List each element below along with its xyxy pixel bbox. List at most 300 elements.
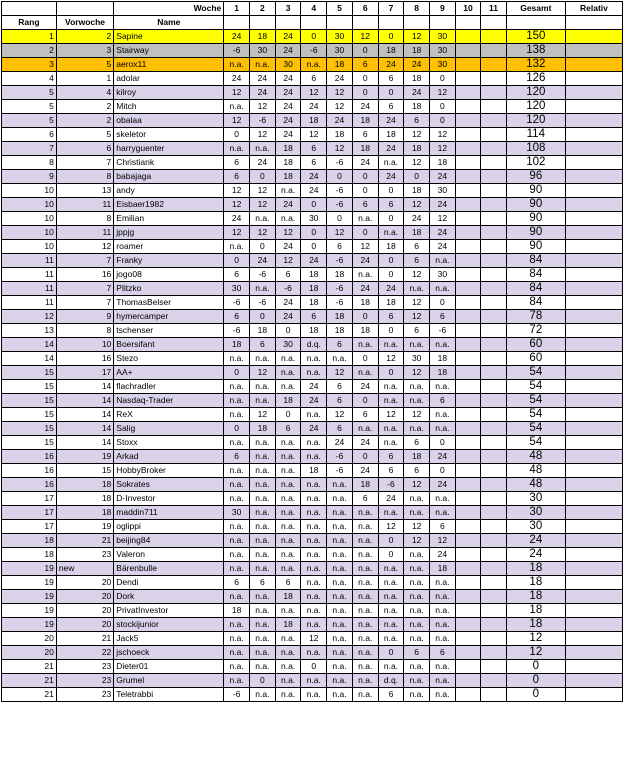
week-score-cell: n.a. — [378, 618, 404, 632]
week-score-cell: n.a. — [275, 604, 301, 618]
week-score-cell: 18 — [275, 170, 301, 184]
week-score-cell: n.a. — [378, 590, 404, 604]
total-cell: 54 — [506, 436, 565, 450]
week-score-cell-empty — [455, 44, 481, 58]
week-score-cell: n.a. — [250, 604, 276, 618]
table-row — [2, 156, 623, 170]
week-score-cell: 12 — [224, 114, 250, 128]
week-score-cell: n.a. — [250, 632, 276, 646]
week-score-cell: n.a. — [250, 618, 276, 632]
week-score-cell: 0 — [250, 170, 276, 184]
prev-rank-cell: 14 — [56, 422, 113, 436]
table-row — [2, 184, 623, 198]
week-score-cell: 24 — [378, 114, 404, 128]
week-score-cell: n.a. — [301, 478, 327, 492]
header-cell-empty — [481, 16, 507, 30]
total-cell: 18 — [506, 562, 565, 576]
total-cell: 24 — [506, 534, 565, 548]
week-score-cell: 6 — [224, 268, 250, 282]
week-score-cell: n.a. — [275, 464, 301, 478]
week-score-cell-empty — [455, 422, 481, 436]
week-score-cell: 0 — [378, 324, 404, 338]
week-score-cell: 12 — [352, 240, 378, 254]
week-score-cell: 30 — [224, 282, 250, 296]
week-score-cell: -6 — [224, 688, 250, 702]
week-score-cell: n.a. — [224, 590, 250, 604]
prev-rank-cell: 23 — [56, 674, 113, 688]
total-cell: 84 — [506, 254, 565, 268]
prev-rank-cell: 20 — [56, 590, 113, 604]
week-score-cell: 24 — [250, 254, 276, 268]
week-score-cell-empty — [455, 198, 481, 212]
week-score-cell: n.a. — [301, 352, 327, 366]
week-score-cell: 18 — [404, 184, 430, 198]
name-cell: roamer — [114, 240, 224, 254]
week-score-cell: n.a. — [275, 380, 301, 394]
week-score-cell-empty — [481, 30, 507, 44]
week-score-cell: 24 — [430, 170, 456, 184]
header-woche: Woche — [114, 2, 224, 16]
week-score-cell: 18 — [327, 268, 353, 282]
week-score-cell-empty — [481, 380, 507, 394]
week-score-cell: 24 — [275, 114, 301, 128]
week-score-cell: 12 — [404, 408, 430, 422]
header-relativ: Relativ — [565, 2, 622, 16]
table-row — [2, 562, 623, 576]
week-score-cell: n.a. — [352, 646, 378, 660]
table-row — [2, 100, 623, 114]
week-score-cell: n.a. — [378, 380, 404, 394]
week-score-cell: n.a. — [224, 660, 250, 674]
week-score-cell: n.a. — [275, 506, 301, 520]
rank-cell: 4 — [2, 72, 57, 86]
ranking-table — [1, 1, 623, 702]
week-score-cell: n.a. — [430, 632, 456, 646]
week-score-cell-empty — [455, 128, 481, 142]
week-score-cell: 30 — [430, 268, 456, 282]
week-score-cell: 6 — [352, 492, 378, 506]
week-score-cell: 18 — [275, 394, 301, 408]
week-score-cell: 18 — [301, 296, 327, 310]
total-cell: 48 — [506, 464, 565, 478]
total-cell: 138 — [506, 44, 565, 58]
week-score-cell: n.a. — [352, 590, 378, 604]
prev-rank-cell: 19 — [56, 520, 113, 534]
week-score-cell: n.a. — [430, 660, 456, 674]
week-score-cell-empty — [481, 156, 507, 170]
total-cell: 84 — [506, 296, 565, 310]
week-score-cell: 18 — [430, 352, 456, 366]
week-score-cell: n.a. — [378, 604, 404, 618]
week-score-cell: n.a. — [301, 604, 327, 618]
week-score-cell: 18 — [404, 72, 430, 86]
week-score-cell: n.a. — [301, 562, 327, 576]
week-score-cell: 24 — [352, 254, 378, 268]
week-score-cell: 0 — [430, 436, 456, 450]
week-score-cell: n.a. — [224, 674, 250, 688]
week-score-cell: n.a. — [352, 422, 378, 436]
week-score-cell: 6 — [378, 688, 404, 702]
prev-rank-cell: 14 — [56, 380, 113, 394]
header-week-3: 3 — [275, 2, 301, 16]
total-cell: 30 — [506, 506, 565, 520]
week-score-cell: 24 — [275, 86, 301, 100]
week-score-cell: n.a. — [352, 338, 378, 352]
rank-cell: 12 — [2, 310, 57, 324]
week-score-cell: 18 — [250, 30, 276, 44]
week-score-cell: n.a. — [404, 282, 430, 296]
table-row — [2, 394, 623, 408]
total-cell: 0 — [506, 660, 565, 674]
week-score-cell: n.a. — [275, 212, 301, 226]
week-score-cell-empty — [455, 184, 481, 198]
week-score-cell: 6 — [404, 240, 430, 254]
week-score-cell-empty — [455, 590, 481, 604]
rank-cell: 19 — [2, 604, 57, 618]
week-score-cell-empty — [455, 114, 481, 128]
week-score-cell: n.a. — [430, 282, 456, 296]
relative-cell — [565, 296, 622, 310]
week-score-cell-empty — [481, 142, 507, 156]
relative-cell — [565, 128, 622, 142]
week-score-cell: 12 — [430, 212, 456, 226]
week-score-cell-empty — [481, 254, 507, 268]
table-row — [2, 520, 623, 534]
name-cell: Valeron — [114, 548, 224, 562]
table-row — [2, 576, 623, 590]
prev-rank-cell: 12 — [56, 240, 113, 254]
week-score-cell: 6 — [301, 72, 327, 86]
name-cell: Jack5 — [114, 632, 224, 646]
week-score-cell: 12 — [327, 86, 353, 100]
week-score-cell: n.a. — [378, 576, 404, 590]
rank-cell: 15 — [2, 436, 57, 450]
week-score-cell: 0 — [224, 422, 250, 436]
week-score-cell: n.a. — [224, 464, 250, 478]
week-score-cell: n.a. — [301, 548, 327, 562]
week-score-cell: n.a. — [378, 506, 404, 520]
rank-cell: 14 — [2, 338, 57, 352]
table-row — [2, 72, 623, 86]
week-score-cell: d.q. — [301, 338, 327, 352]
table-row — [2, 44, 623, 58]
week-score-cell: n.a. — [352, 268, 378, 282]
week-score-cell: n.a. — [275, 352, 301, 366]
week-score-cell-empty — [481, 324, 507, 338]
week-score-cell: -6 — [250, 296, 276, 310]
name-cell: obalaa — [114, 114, 224, 128]
prev-rank-cell: 1 — [56, 72, 113, 86]
week-score-cell: n.a. — [275, 660, 301, 674]
week-score-cell: 0 — [275, 324, 301, 338]
week-score-cell: n.a. — [224, 562, 250, 576]
week-score-cell: 12 — [404, 296, 430, 310]
week-score-cell: 18 — [378, 296, 404, 310]
week-score-cell-empty — [481, 184, 507, 198]
week-score-cell: n.a. — [250, 520, 276, 534]
week-score-cell: 12 — [224, 86, 250, 100]
week-score-cell-empty — [481, 114, 507, 128]
week-score-cell-empty — [481, 436, 507, 450]
week-score-cell: n.a. — [378, 660, 404, 674]
rank-cell: 21 — [2, 688, 57, 702]
relative-cell — [565, 450, 622, 464]
rank-cell: 15 — [2, 408, 57, 422]
prev-rank-cell: 2 — [56, 30, 113, 44]
week-score-cell: 12 — [404, 128, 430, 142]
week-score-cell-empty — [481, 338, 507, 352]
week-score-cell: 6 — [250, 338, 276, 352]
header-cell-empty — [250, 16, 276, 30]
week-score-cell: n.a. — [250, 534, 276, 548]
week-score-cell: n.a. — [250, 660, 276, 674]
rank-cell: 17 — [2, 492, 57, 506]
week-score-cell-empty — [481, 240, 507, 254]
week-score-cell: n.a. — [224, 380, 250, 394]
week-score-cell: -6 — [327, 282, 353, 296]
relative-cell — [565, 618, 622, 632]
week-score-cell-empty — [481, 422, 507, 436]
week-score-cell: n.a. — [404, 688, 430, 702]
total-cell: 24 — [506, 548, 565, 562]
header-week-7: 7 — [378, 2, 404, 16]
week-score-cell: n.a. — [224, 408, 250, 422]
name-cell: Stoxx — [114, 436, 224, 450]
week-score-cell-empty — [481, 352, 507, 366]
week-score-cell: 24 — [327, 436, 353, 450]
week-score-cell: n.a. — [301, 688, 327, 702]
week-score-cell: n.a. — [250, 436, 276, 450]
week-score-cell: n.a. — [327, 618, 353, 632]
week-score-cell: n.a. — [352, 534, 378, 548]
total-cell: 18 — [506, 590, 565, 604]
header-gesamt: Gesamt — [506, 2, 565, 16]
relative-cell — [565, 394, 622, 408]
total-cell: 72 — [506, 324, 565, 338]
rank-cell: 21 — [2, 660, 57, 674]
week-score-cell-empty — [455, 394, 481, 408]
week-score-cell: n.a. — [327, 506, 353, 520]
week-score-cell: n.a. — [404, 394, 430, 408]
name-cell: Stairway — [114, 44, 224, 58]
total-cell: 90 — [506, 198, 565, 212]
week-score-cell: n.a. — [430, 576, 456, 590]
week-score-cell: -6 — [250, 268, 276, 282]
week-score-cell-empty — [481, 86, 507, 100]
week-score-cell-empty — [481, 660, 507, 674]
relative-cell — [565, 310, 622, 324]
week-score-cell-empty — [481, 590, 507, 604]
rank-cell: 20 — [2, 632, 57, 646]
week-score-cell: n.a. — [378, 394, 404, 408]
week-score-cell-empty — [481, 506, 507, 520]
week-score-cell: n.a. — [301, 58, 327, 72]
header-row-week — [2, 2, 623, 16]
prev-rank-cell: 18 — [56, 506, 113, 520]
week-score-cell: -6 — [327, 184, 353, 198]
prev-rank-cell: 21 — [56, 632, 113, 646]
name-cell: Boersifant — [114, 338, 224, 352]
week-score-cell: n.a. — [250, 142, 276, 156]
prev-rank-cell: 22 — [56, 646, 113, 660]
week-score-cell-empty — [455, 548, 481, 562]
week-score-cell: n.a. — [275, 632, 301, 646]
rank-cell: 10 — [2, 212, 57, 226]
week-score-cell: n.a. — [352, 660, 378, 674]
table-row — [2, 618, 623, 632]
week-score-cell: n.a. — [250, 282, 276, 296]
prev-rank-cell: 19 — [56, 450, 113, 464]
ranking-rows — [2, 30, 623, 702]
table-row — [2, 324, 623, 338]
total-cell: 60 — [506, 338, 565, 352]
week-score-cell: 12 — [250, 366, 276, 380]
week-score-cell: n.a. — [250, 394, 276, 408]
week-score-cell: n.a. — [404, 548, 430, 562]
week-score-cell: 0 — [378, 86, 404, 100]
week-score-cell: 0 — [301, 226, 327, 240]
header-cell-empty — [301, 16, 327, 30]
rank-cell: 20 — [2, 646, 57, 660]
relative-cell — [565, 58, 622, 72]
name-cell: Teletrabbi — [114, 688, 224, 702]
week-score-cell: 6 — [327, 422, 353, 436]
week-score-cell-empty — [455, 660, 481, 674]
week-score-cell: 18 — [352, 324, 378, 338]
week-score-cell: 12 — [250, 184, 276, 198]
week-score-cell-empty — [455, 478, 481, 492]
table-row — [2, 114, 623, 128]
total-cell: 120 — [506, 114, 565, 128]
name-cell: Dendi — [114, 576, 224, 590]
table-row — [2, 226, 623, 240]
week-score-cell-empty — [481, 464, 507, 478]
week-score-cell: 0 — [430, 72, 456, 86]
week-score-cell: 18 — [378, 240, 404, 254]
total-cell: 12 — [506, 646, 565, 660]
week-score-cell: n.a. — [352, 632, 378, 646]
name-cell: Dork — [114, 590, 224, 604]
week-score-cell: n.a. — [430, 380, 456, 394]
week-score-cell: 24 — [224, 72, 250, 86]
week-score-cell: 6 — [224, 170, 250, 184]
table-row — [2, 268, 623, 282]
week-score-cell: n.a. — [430, 674, 456, 688]
rank-cell: 2 — [2, 44, 57, 58]
week-score-cell: 6 — [352, 58, 378, 72]
total-cell: 90 — [506, 184, 565, 198]
name-cell: Sokrates — [114, 478, 224, 492]
week-score-cell: d.q. — [378, 674, 404, 688]
prev-rank-cell: 16 — [56, 352, 113, 366]
rank-cell: 11 — [2, 268, 57, 282]
week-score-cell: 18 — [378, 128, 404, 142]
week-score-cell: -6 — [327, 254, 353, 268]
week-score-cell: 0 — [301, 660, 327, 674]
week-score-cell: 12 — [404, 198, 430, 212]
rank-cell: 19 — [2, 618, 57, 632]
week-score-cell: 30 — [404, 352, 430, 366]
week-score-cell: 6 — [352, 128, 378, 142]
week-score-cell: n.a. — [224, 618, 250, 632]
week-score-cell-empty — [455, 604, 481, 618]
week-score-cell: 18 — [301, 114, 327, 128]
relative-cell — [565, 492, 622, 506]
total-cell: 120 — [506, 86, 565, 100]
table-row — [2, 296, 623, 310]
prev-rank-cell: 17 — [56, 366, 113, 380]
name-cell: Mitch — [114, 100, 224, 114]
table-row — [2, 30, 623, 44]
week-score-cell: n.a. — [327, 548, 353, 562]
week-score-cell: n.a. — [275, 450, 301, 464]
week-score-cell: 24 — [301, 184, 327, 198]
relative-cell — [565, 688, 622, 702]
total-cell: 102 — [506, 156, 565, 170]
week-score-cell: 0 — [378, 548, 404, 562]
week-score-cell: 6 — [224, 156, 250, 170]
header-week-10: 10 — [455, 2, 481, 16]
week-score-cell: 12 — [404, 156, 430, 170]
week-score-cell: 0 — [352, 310, 378, 324]
week-score-cell: n.a. — [275, 548, 301, 562]
table-row — [2, 604, 623, 618]
week-score-cell: 0 — [301, 240, 327, 254]
relative-cell — [565, 338, 622, 352]
week-score-cell: n.a. — [301, 618, 327, 632]
week-score-cell: 0 — [327, 170, 353, 184]
rank-cell: 3 — [2, 58, 57, 72]
week-score-cell: 30 — [250, 44, 276, 58]
week-score-cell: n.a. — [327, 478, 353, 492]
week-score-cell: 0 — [378, 30, 404, 44]
week-score-cell: 24 — [352, 436, 378, 450]
rank-cell: 15 — [2, 380, 57, 394]
total-cell: 126 — [506, 72, 565, 86]
prev-rank-cell: 11 — [56, 226, 113, 240]
week-score-cell: 18 — [430, 366, 456, 380]
week-score-cell: n.a. — [430, 506, 456, 520]
week-score-cell: 0 — [250, 674, 276, 688]
table-row — [2, 198, 623, 212]
week-score-cell: 0 — [250, 310, 276, 324]
week-score-cell: n.a. — [301, 408, 327, 422]
week-score-cell: -6 — [275, 282, 301, 296]
relative-cell — [565, 268, 622, 282]
week-score-cell: 12 — [430, 86, 456, 100]
week-score-cell: 18 — [352, 142, 378, 156]
week-score-cell: 24 — [430, 226, 456, 240]
week-score-cell: 24 — [275, 72, 301, 86]
total-cell: 54 — [506, 408, 565, 422]
week-score-cell-empty — [481, 604, 507, 618]
week-score-cell: 18 — [352, 478, 378, 492]
table-row — [2, 478, 623, 492]
name-cell: oglippi — [114, 520, 224, 534]
prev-rank-cell: 5 — [56, 128, 113, 142]
total-cell: 30 — [506, 492, 565, 506]
week-score-cell: 24 — [275, 100, 301, 114]
week-score-cell: n.a. — [404, 590, 430, 604]
week-score-cell-empty — [481, 492, 507, 506]
week-score-cell: n.a. — [430, 254, 456, 268]
table-row — [2, 450, 623, 464]
total-cell: 114 — [506, 128, 565, 142]
week-score-cell: n.a. — [250, 380, 276, 394]
prev-rank-cell: 23 — [56, 660, 113, 674]
week-score-cell: n.a. — [224, 632, 250, 646]
table-row — [2, 282, 623, 296]
